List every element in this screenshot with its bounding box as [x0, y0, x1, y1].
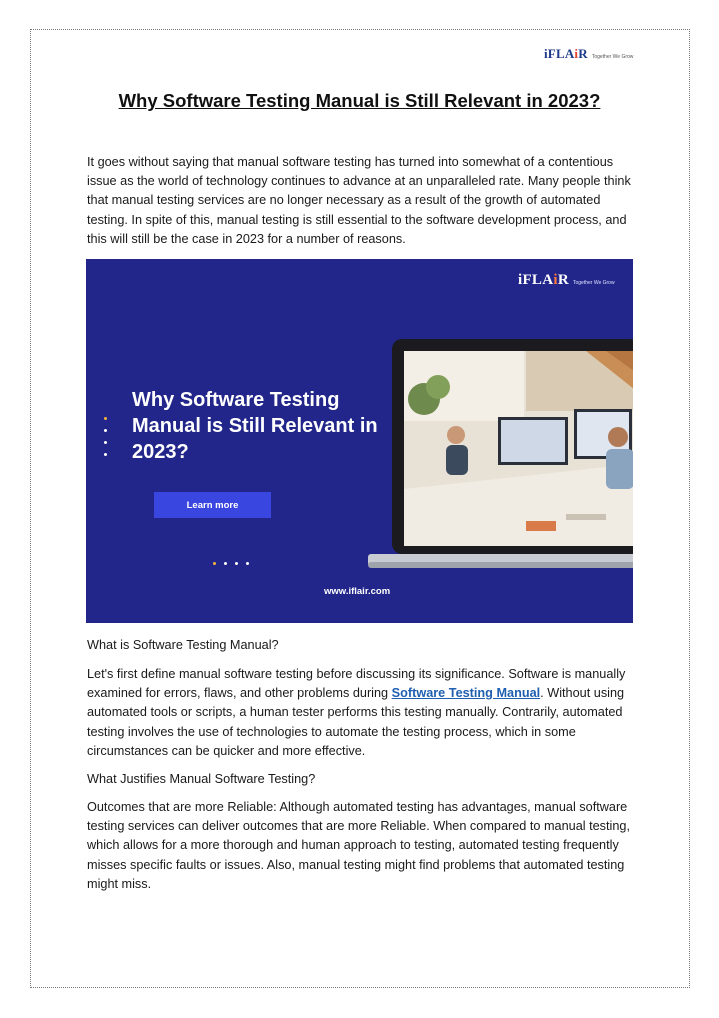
banner-website: www.iflair.com	[324, 586, 391, 597]
intro-paragraph: It goes without saying that manual software testing has turned into somewhat of a contentious issue as the world of technology continues to advance at an unparalleled rate. Many people think that manual testing services are no longer necessary as a result of the growth of automated testing. In spite of this, manual testing is still essential to the software development process, and this will still be the case in 2023 for a number of reasons.	[87, 155, 631, 246]
header-logo	[544, 46, 633, 62]
vertical-dots-decoration	[104, 417, 108, 465]
horizontal-dots-decoration	[213, 562, 249, 565]
definition-text-start: Let's first define manual software testing before discussing its significance. Software is manually examined for errors, flaws, and other problems during	[87, 667, 626, 701]
software-testing-manual-link[interactable]: Software Testing Manual	[391, 686, 541, 701]
article-title: Why Software Testing Manual is Still Relevant in 2023?	[118, 90, 601, 111]
banner-logo-mark: iFLAiR	[518, 272, 569, 288]
logo-tagline: Together We Grow	[591, 54, 634, 60]
definition-text-end: . Without using automated tools or scripts, a human tester performs this testing manually. Contrarily, automated testing involves the use of technologies to automate the testing process, which in some circumstances can be quicker and more effective.	[87, 686, 625, 758]
logo-mark: iFLAiR	[544, 46, 588, 61]
learn-more-button[interactable]: Learn more	[154, 492, 271, 518]
banner-logo	[518, 272, 615, 289]
banner-headline: Why Software Testing Manual is Still Relevant in 2023?	[132, 389, 378, 463]
definition-paragraph	[87, 665, 640, 761]
hero-banner-image	[86, 259, 633, 623]
section-heading-why: What Justifies Manual Software Testing?	[87, 772, 316, 786]
section-heading-what-is: What is Software Testing Manual?	[87, 638, 279, 652]
outcomes-paragraph: Outcomes that are more Reliable: Although automated testing has advantages, manual software testing services can deliver outcomes that are more Reliable. When compared to manual testing, which allows for a more thorough and human approach to testing, automated testing frequently misses specific faults or issues. Also, manual testing might find problems that automated testing might miss.	[87, 800, 631, 891]
banner-logo-tagline: Together We Grow	[572, 280, 615, 286]
